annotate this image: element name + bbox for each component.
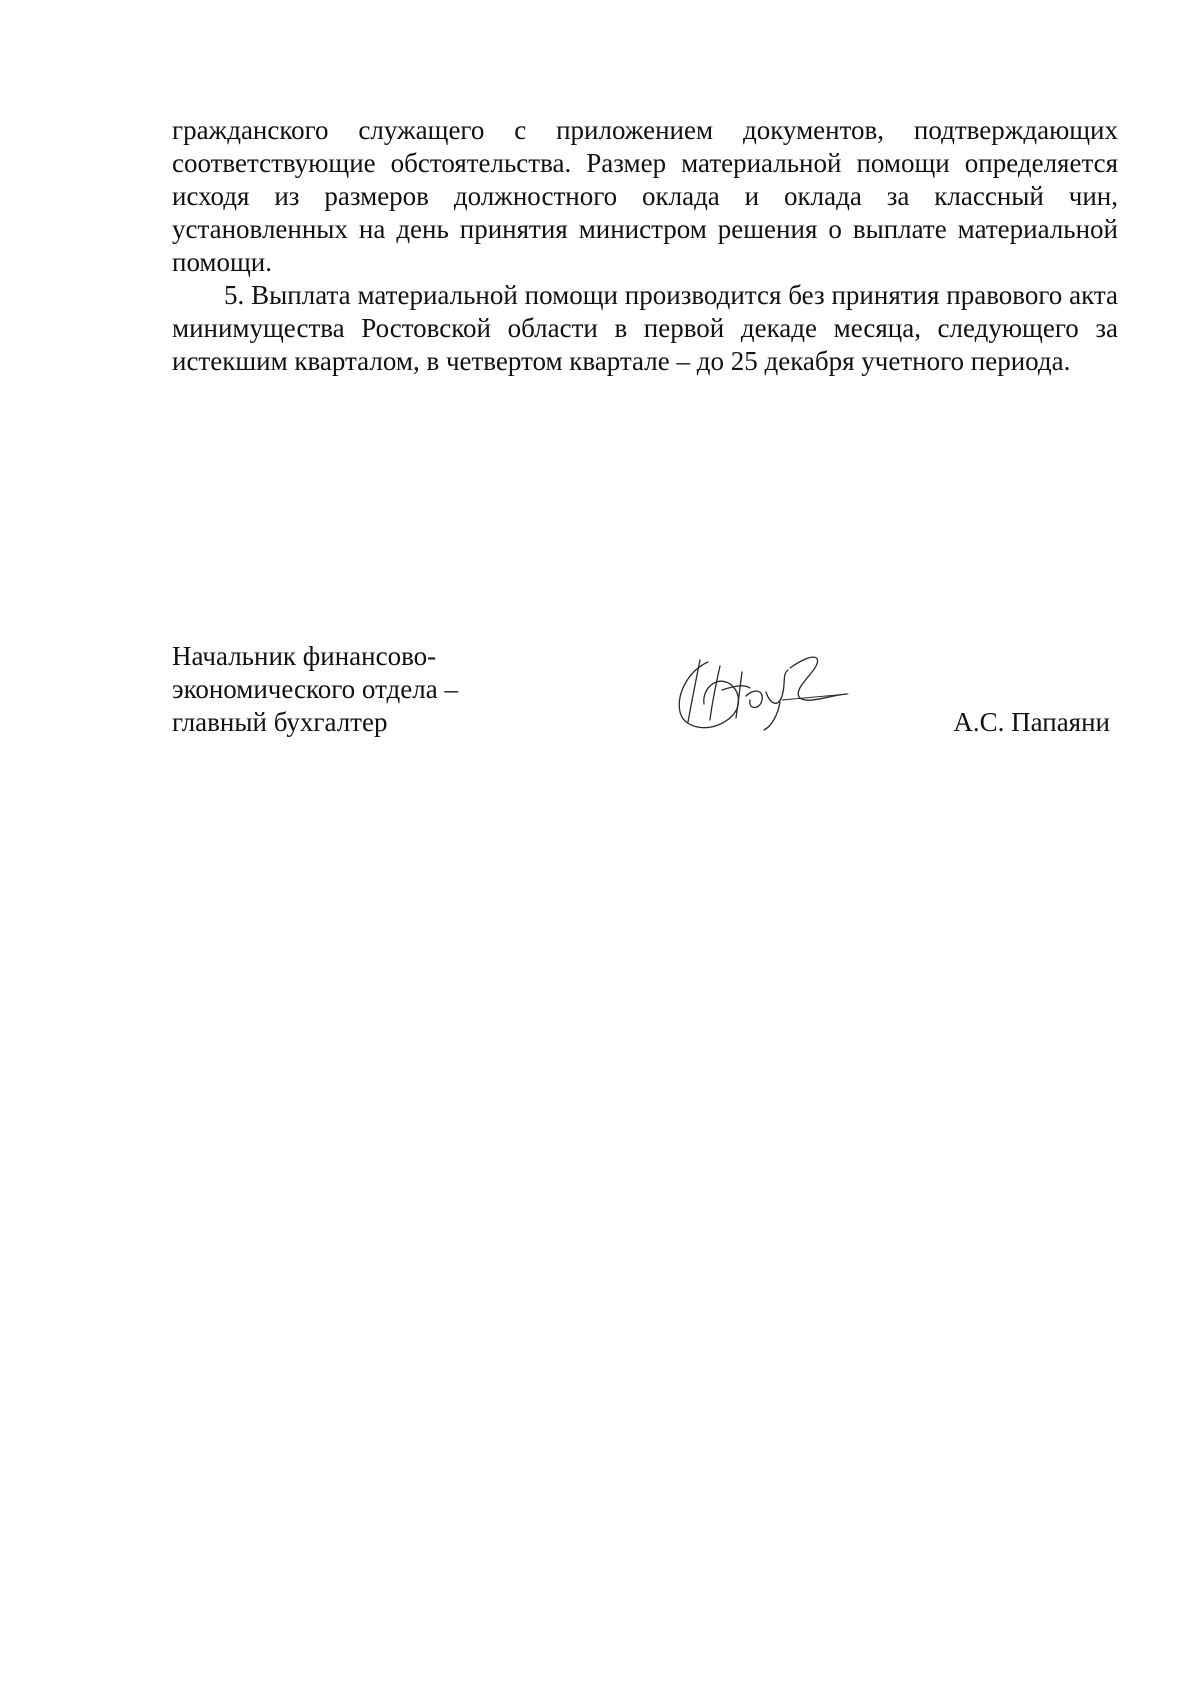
document-body: [172, 114, 1118, 378]
handwritten-signature-icon: [662, 630, 852, 740]
paragraph-continuation: гражданского служащего с приложением документов, подтверждающих соответствующие обстоятельства. Размер материальной помощи определяется исходя из размеров должностного оклада и оклада за классный чин, установленных на день принятия министром решения о выплате материальной помощи.: [172, 115, 1118, 277]
signer-position: [172, 640, 572, 739]
position-line: главный бухгалтер: [172, 707, 388, 737]
signer-name: А.С. Папаяни: [953, 707, 1110, 737]
paragraph-item-5: 5. Выплата материальной помощи производится без принятия правового акта минимущества Ростовской области в первой декаде месяца, следующего за истекшим кварталом, в четвертом квартале – до 25 декабря учетного периода.: [172, 280, 1118, 376]
position-line: экономического отдела –: [172, 674, 458, 704]
signature-block: [172, 640, 1118, 750]
position-line: Начальник финансово-: [172, 641, 437, 671]
